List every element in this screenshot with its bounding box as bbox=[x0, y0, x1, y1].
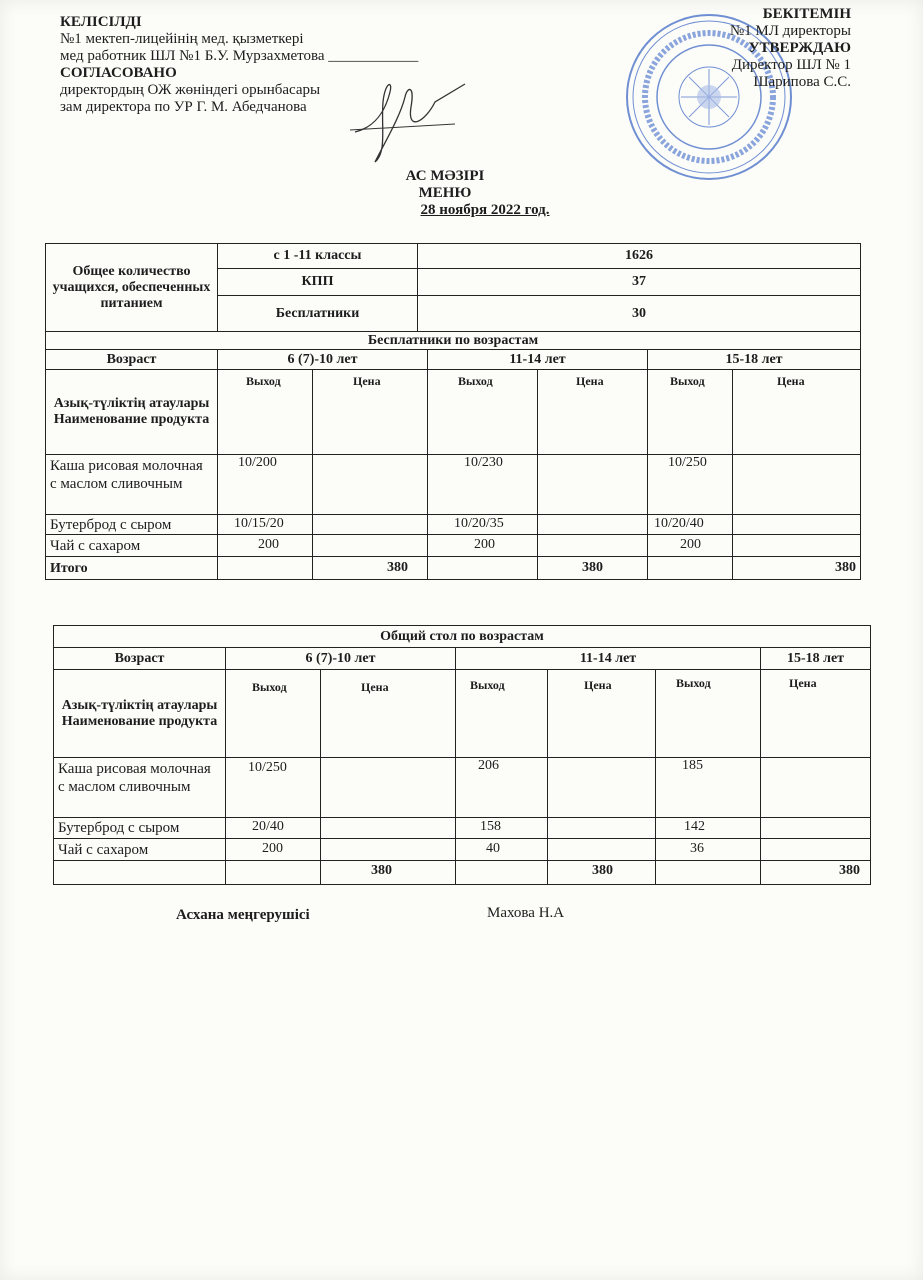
output-value: 10/250 bbox=[648, 455, 733, 515]
output-value: 200 bbox=[648, 535, 733, 557]
price-value bbox=[761, 818, 871, 839]
total-value: 380 bbox=[321, 861, 456, 885]
approve-kz: БЕКІТЕМІН bbox=[762, 6, 851, 22]
price-value bbox=[733, 535, 861, 557]
summary-row-name: КПП bbox=[218, 269, 418, 296]
director-line-ru: Директор ШЛ № 1 bbox=[731, 57, 851, 73]
medic-line-ru: мед работник ШЛ №1 Б.У. Мурзахметова ____________ bbox=[60, 48, 419, 64]
output-value: 20/40 bbox=[226, 818, 321, 839]
price-value bbox=[313, 455, 428, 515]
summary-row-value: 37 bbox=[418, 269, 861, 296]
age-group: 6 (7)-10 лет bbox=[226, 648, 456, 670]
price-header: Цена bbox=[761, 670, 871, 758]
product-name: Чай с сахаром bbox=[54, 839, 226, 861]
medic-line-kz: №1 мектеп-лицейінің мед. қызметкері bbox=[60, 31, 304, 47]
price-header: Цена bbox=[538, 370, 648, 455]
free-meals-table bbox=[45, 243, 861, 580]
price-value bbox=[761, 758, 871, 818]
director-line-kz: №1 МЛ директоры bbox=[729, 23, 851, 39]
price-header: Цена bbox=[733, 370, 861, 455]
price-value bbox=[321, 839, 456, 861]
signature-icon bbox=[345, 72, 475, 167]
age-group: 11-14 лет bbox=[428, 350, 648, 370]
output-value: 206 bbox=[456, 758, 548, 818]
total-spacer bbox=[648, 557, 733, 580]
total-value: 380 bbox=[733, 557, 861, 580]
total-spacer bbox=[456, 861, 548, 885]
director-name: Шарипова С.С. bbox=[753, 74, 851, 90]
price-value bbox=[321, 818, 456, 839]
menu-title bbox=[330, 168, 580, 219]
price-value bbox=[313, 535, 428, 557]
output-header: Выход bbox=[428, 370, 538, 455]
approve-ru: УТВЕРЖДАЮ bbox=[748, 40, 851, 56]
output-value: 10/20/40 bbox=[648, 515, 733, 535]
total-label: Итого bbox=[46, 557, 218, 580]
product-name: Каша рисовая молочная с маслом сливочным bbox=[54, 758, 226, 818]
total-value: 380 bbox=[538, 557, 648, 580]
output-value: 10/200 bbox=[218, 455, 313, 515]
total-spacer bbox=[656, 861, 761, 885]
output-value: 40 bbox=[456, 839, 548, 861]
age-group: 11-14 лет bbox=[456, 648, 761, 670]
menu-date: 28 ноября 2022 год. bbox=[420, 202, 550, 218]
total-label bbox=[54, 861, 226, 885]
product-name: Чай с сахаром bbox=[46, 535, 218, 557]
price-header: Цена bbox=[548, 670, 656, 758]
total-value: 380 bbox=[313, 557, 428, 580]
output-header: Выход bbox=[226, 670, 321, 758]
title-ru: МЕНЮ bbox=[418, 185, 472, 201]
output-value: 200 bbox=[428, 535, 538, 557]
output-header: Выход bbox=[656, 670, 761, 758]
price-value bbox=[733, 515, 861, 535]
agreed-kz: КЕЛІСІЛДІ bbox=[60, 14, 142, 30]
age-group: 15-18 лет bbox=[648, 350, 861, 370]
price-value bbox=[733, 455, 861, 515]
product-name: Бутерброд с сыром bbox=[54, 818, 226, 839]
price-value bbox=[761, 839, 871, 861]
price-value bbox=[548, 758, 656, 818]
canteen-manager-name: Махова Н.А bbox=[487, 905, 565, 921]
price-value bbox=[538, 455, 648, 515]
output-header: Выход bbox=[648, 370, 733, 455]
general-meals-table bbox=[53, 625, 871, 885]
age-label: Возраст bbox=[54, 648, 226, 670]
total-value: 380 bbox=[548, 861, 656, 885]
product-name: Каша рисовая молочная с маслом сливочным bbox=[46, 455, 218, 515]
output-value: 200 bbox=[226, 839, 321, 861]
total-spacer bbox=[428, 557, 538, 580]
price-value bbox=[538, 535, 648, 557]
price-header: Цена bbox=[313, 370, 428, 455]
product-name: Бутерброд с сыром bbox=[46, 515, 218, 535]
output-value: 10/230 bbox=[428, 455, 538, 515]
price-value bbox=[538, 515, 648, 535]
price-value bbox=[313, 515, 428, 535]
output-value: 142 bbox=[656, 818, 761, 839]
approval-block bbox=[600, 6, 851, 91]
summary-row-name: Бесплатники bbox=[218, 296, 418, 332]
output-header: Выход bbox=[218, 370, 313, 455]
age-label: Возраст bbox=[46, 350, 218, 370]
summary-row-value: 30 bbox=[418, 296, 861, 332]
product-header: Азық-түліктің атаулары Наименование продукта bbox=[46, 370, 218, 455]
general-table-title: Общий стол по возрастам bbox=[54, 626, 871, 648]
total-spacer bbox=[226, 861, 321, 885]
output-value: 10/20/35 bbox=[428, 515, 538, 535]
summary-row-name: с 1 -11 классы bbox=[218, 244, 418, 269]
output-header: Выход bbox=[456, 670, 548, 758]
total-spacer bbox=[218, 557, 313, 580]
free-table-title: Бесплатники по возрастам bbox=[46, 332, 861, 350]
deputy-line-ru: зам директора по УР Г. М. Абедчанова bbox=[60, 99, 307, 115]
title-kz: АС МӘЗІРІ bbox=[405, 168, 485, 184]
summary-label: Общее количество учащихся, обеспеченных питанием bbox=[46, 244, 218, 332]
summary-row-value: 1626 bbox=[418, 244, 861, 269]
agreed-ru: СОГЛАСОВАНО bbox=[60, 65, 177, 81]
total-value: 380 bbox=[761, 861, 871, 885]
output-value: 185 bbox=[656, 758, 761, 818]
output-value: 200 bbox=[218, 535, 313, 557]
price-value bbox=[321, 758, 456, 818]
price-value bbox=[548, 818, 656, 839]
age-group: 6 (7)-10 лет bbox=[218, 350, 428, 370]
deputy-line-kz: директордың ОЖ жөніндегі орынбасары bbox=[60, 82, 321, 98]
output-value: 158 bbox=[456, 818, 548, 839]
price-header: Цена bbox=[321, 670, 456, 758]
output-value: 36 bbox=[656, 839, 761, 861]
age-group: 15-18 лет bbox=[761, 648, 871, 670]
product-header: Азық-түліктің атаулары Наименование продукта bbox=[54, 670, 226, 758]
price-value bbox=[548, 839, 656, 861]
output-value: 10/15/20 bbox=[218, 515, 313, 535]
output-value: 10/250 bbox=[226, 758, 321, 818]
canteen-manager-label: Асхана меңгерушісі bbox=[176, 907, 310, 923]
